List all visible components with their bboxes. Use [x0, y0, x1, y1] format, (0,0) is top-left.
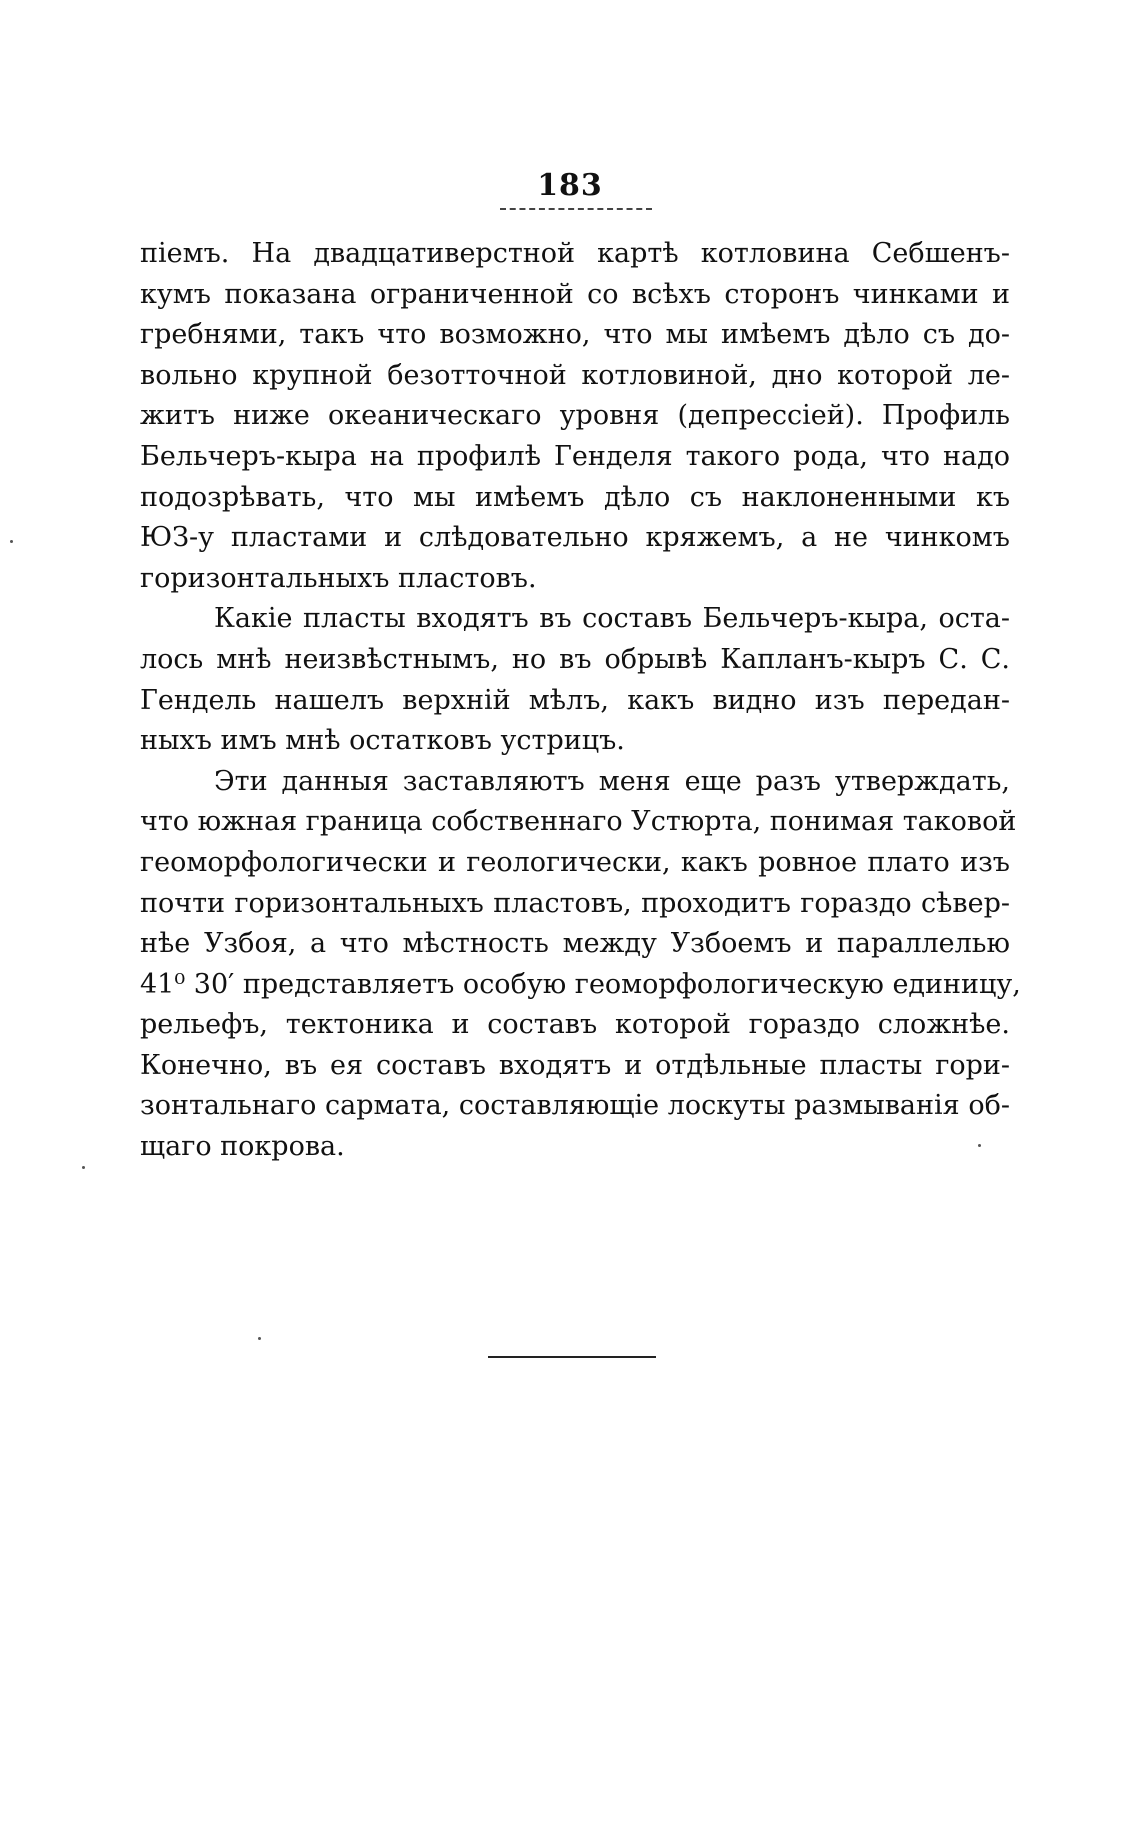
text-line: Бельчеръ-кыра на профилѣ Генделя такого рода, что надо — [140, 440, 1010, 472]
scan-speck — [82, 1166, 85, 1169]
text-line: что южная граница собственнаго Устюрта, понимая таковой — [140, 806, 1017, 838]
scan-speck — [258, 1337, 261, 1340]
text-line: Гендель нашелъ верхній мѣлъ, какъ видно изъ передан- — [140, 684, 1010, 716]
text-line: геоморфологически и геологически, какъ ровное плато изъ — [140, 846, 1010, 878]
text-line: лось мнѣ неизвѣстнымъ, но въ обрывѣ Капланъ-кыръ С. С. — [140, 643, 1010, 675]
text-line: горизонтальныхъ пластовъ. — [140, 562, 537, 594]
scan-speck — [10, 540, 13, 543]
text-line: житъ ниже океаническаго уровня (депрессіей). Профиль — [140, 400, 1010, 432]
text-line: кумъ показана ограниченной со всѣхъ сторонъ чинками и — [140, 278, 1010, 310]
text-line: Какіе пласты входятъ въ составъ Бельчеръ-кыра, оста- — [214, 603, 1010, 635]
text-line: ныхъ имъ мнѣ остатковъ устрицъ. — [140, 725, 625, 757]
text-line: нѣе Узбоя, а что мѣстность между Узбоемъ и параллелью — [140, 928, 1010, 960]
text-line: ЮЗ-у пластами и слѣдовательно кряжемъ, а не чинкомъ — [140, 522, 1010, 554]
body-text — [140, 234, 1021, 1168]
text-line: подозрѣвать, что мы имѣемъ дѣло съ наклоненными къ — [140, 481, 1010, 513]
scan-speck — [978, 1144, 981, 1147]
header-rule — [500, 208, 652, 210]
text-line: піемъ. На двадцативерстной картѣ котловина Себшенъ- — [140, 238, 1010, 269]
footer-rule — [488, 1356, 656, 1358]
text-line: гребнями, такъ что возможно, что мы имѣемъ дѣло съ до- — [140, 319, 1010, 351]
text-line: почти горизонтальныхъ пластовъ, проходитъ гораздо сѣвер- — [140, 887, 1010, 919]
text-line: Эти данныя заставляютъ меня еще разъ утверждать, — [214, 765, 1010, 797]
page-number: 183 — [537, 168, 603, 203]
text-line: вольно крупной безотточной котловиной, дно которой ле- — [140, 359, 1010, 391]
text-line: Конечно, въ ея составъ входятъ и отдѣльные пласты гори- — [140, 1049, 1010, 1081]
text-line: зонтальнаго сармата, составляющіе лоскуты размыванія об- — [140, 1090, 1010, 1122]
text-line: щаго покрова. — [140, 1131, 345, 1163]
text-line: рельефъ, тектоника и составъ которой гораздо сложнѣе. — [140, 1009, 1010, 1041]
text-line: 41⁰ 30′ представляетъ особую геоморфологическую единицу, — [140, 968, 1021, 1000]
